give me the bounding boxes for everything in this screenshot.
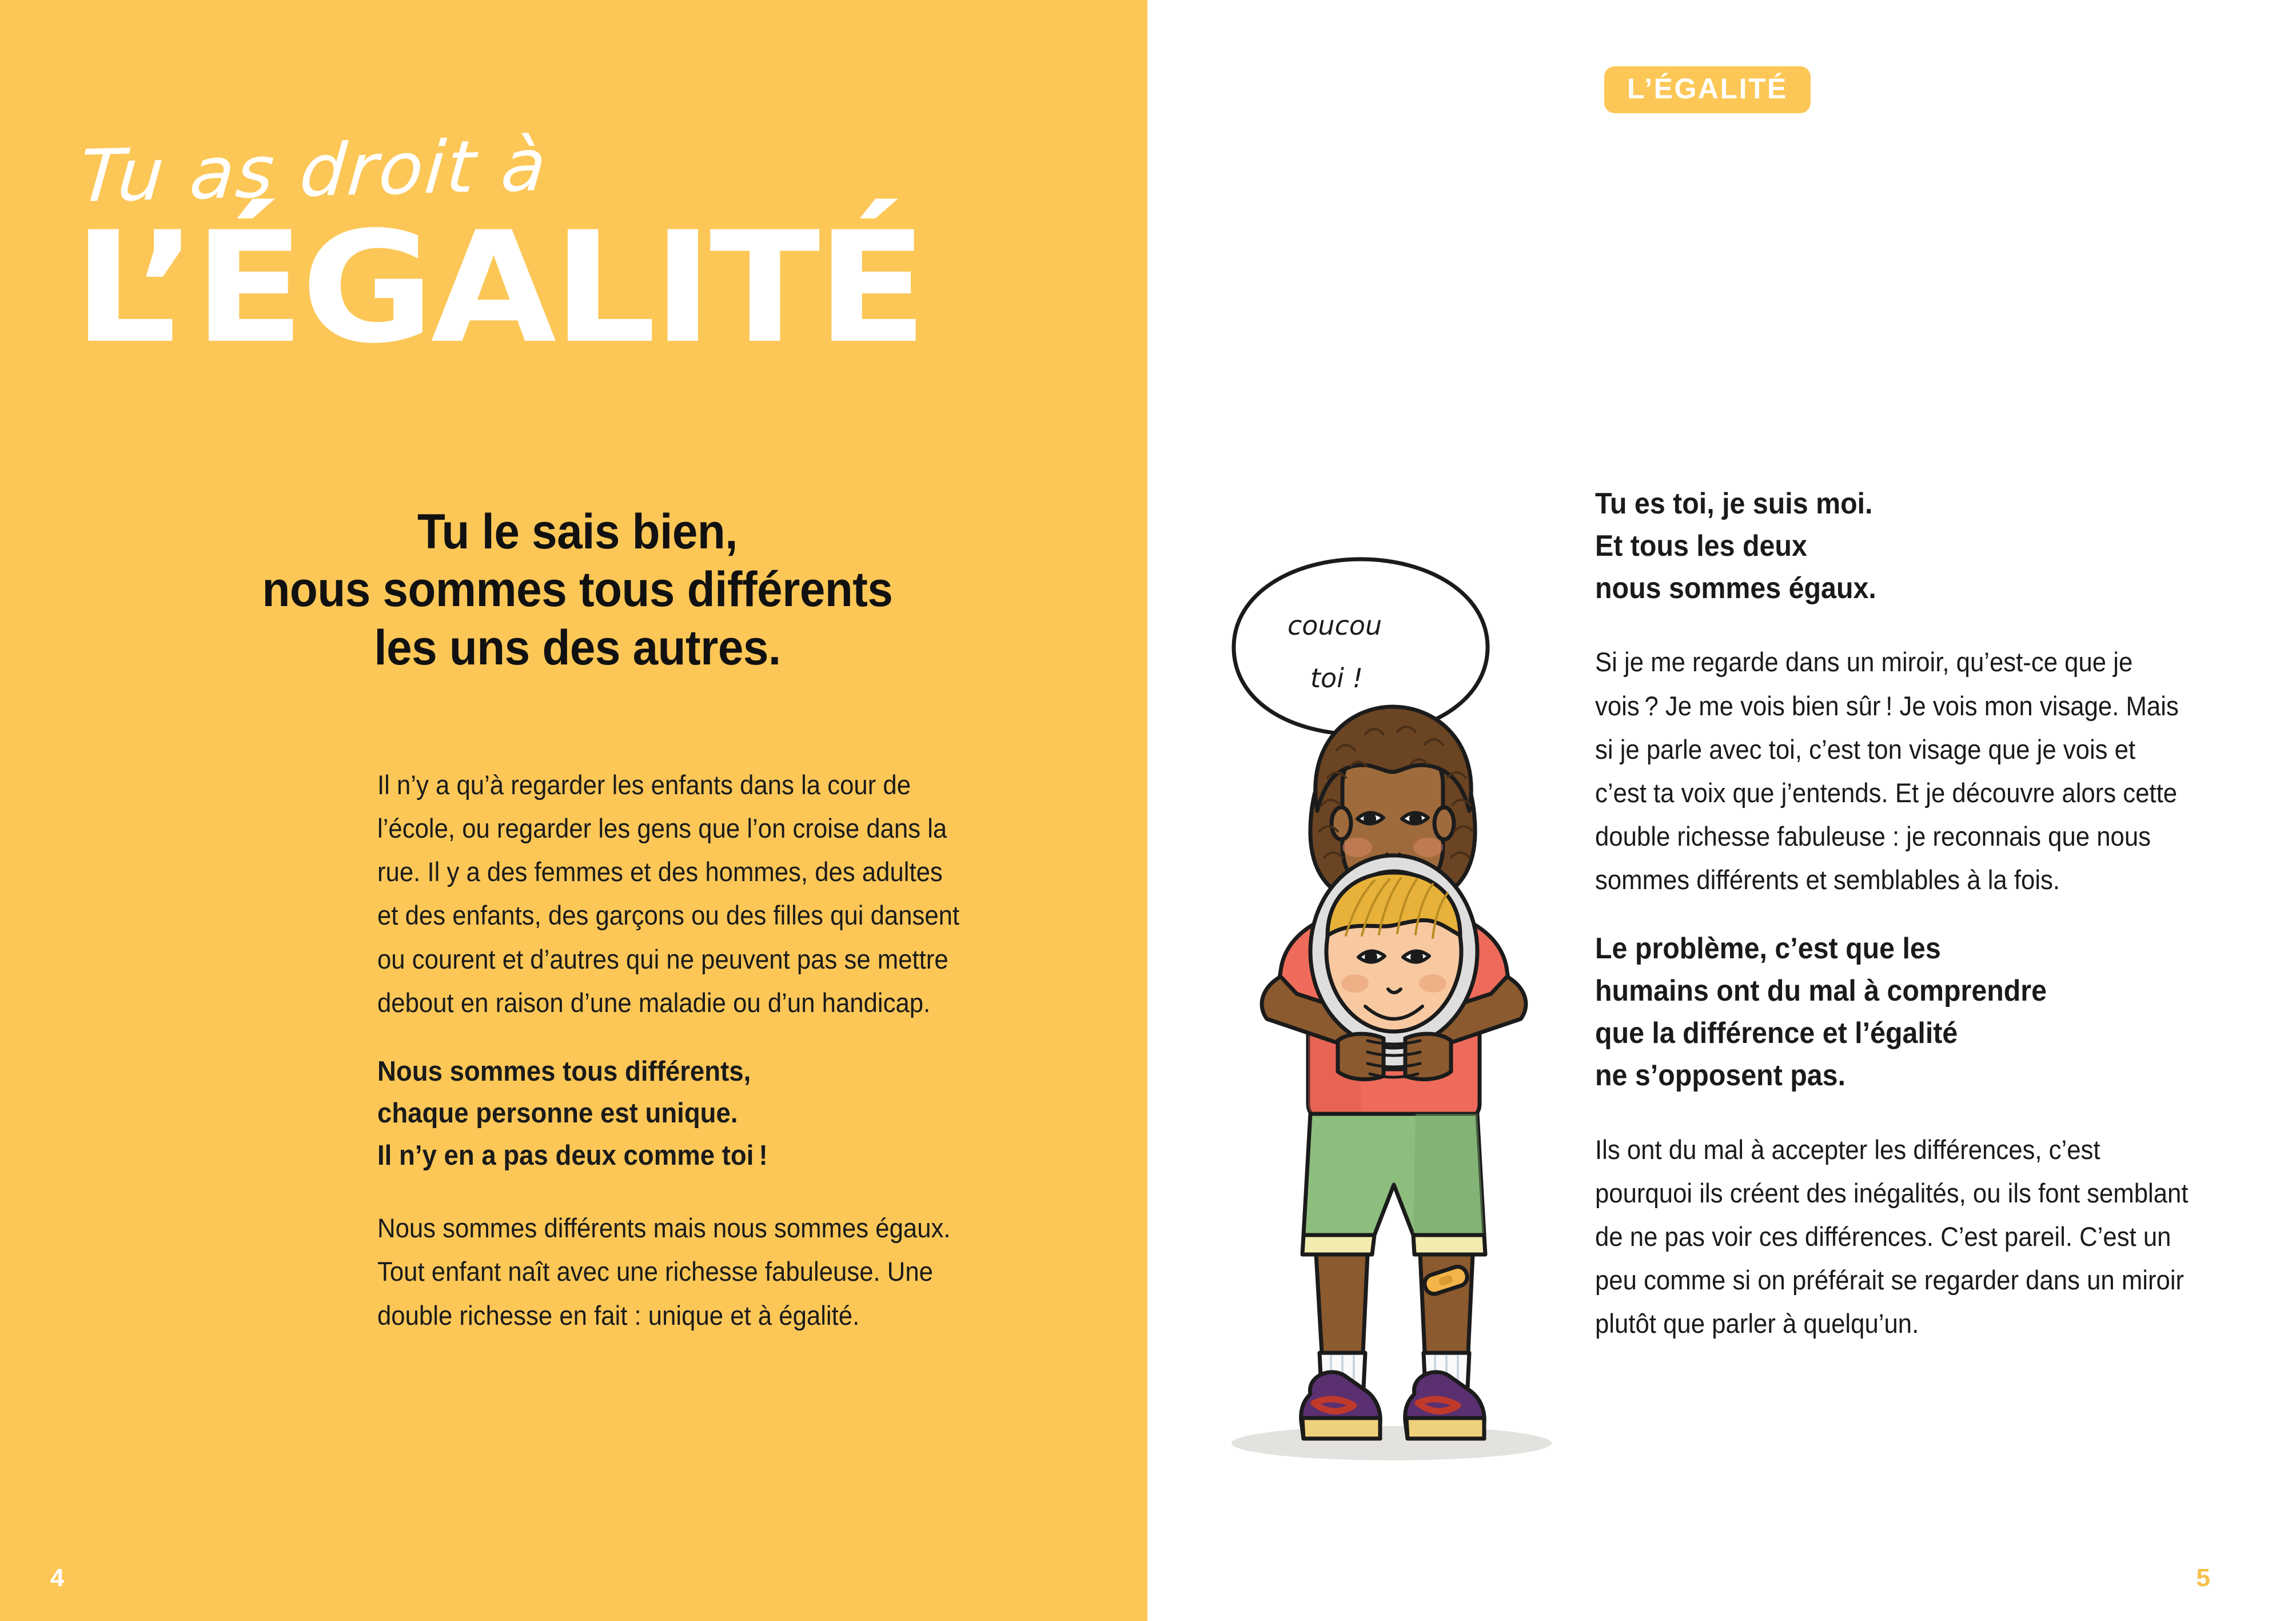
hand-left [1338, 1034, 1384, 1079]
paragraph: Si je me regarde dans un miroir, qu’est-ce que je vois ? Je me vois bien sûr ! Je vois mon visage. Mais si je parle avec toi, c’est ton visage que je vois et c’est ta voix que j’entends. Et je découvre alors cette double richesse fabuleuse : je reconnais que nous sommes différents et semblables à la fois. [1595, 647, 2179, 895]
cheek-left [1342, 838, 1372, 857]
page-number-left: 4 [50, 1564, 65, 1592]
paragraph: Il n’y a qu’à regarder les enfants dans la cour de l’école, ou regarder les gens que l’on croise dans la rue. Il y a des femmes et des hommes, des adultes et des enfants, des garçons ou des filles qui dansent ou courent et d’autres qui ne peuvent pas se mettre debout en raison d’une maladie ou d’un handicap. [377, 770, 960, 1018]
subtitle-line-2: nous sommes tous différents [262, 562, 893, 618]
subtitle-line-3: les uns des autres. [374, 620, 781, 675]
paragraph-line: Tu es toi, je suis moi. [1595, 487, 1873, 520]
ear-right [1434, 807, 1454, 839]
speech-bubble-line-1: coucou [1287, 610, 1382, 641]
left-body-text [377, 763, 962, 1364]
paragraph-line: ne s’opposent pas. [1595, 1058, 1846, 1092]
reflection-cheek-left [1341, 974, 1369, 993]
left-page [0, 0, 1147, 1621]
subtitle-line-1: Tu le sais bien, [417, 504, 738, 559]
subtitle [200, 503, 955, 677]
paragraph-emphasis [1595, 928, 2191, 1097]
hand-right [1405, 1034, 1451, 1079]
illustration-child-with-mirror [1166, 526, 1612, 1487]
paragraph-line: Il n’y en a pas deux comme toi ! [377, 1140, 768, 1171]
paragraph-emphasis [1595, 483, 2191, 610]
paragraph-line: Et tous les deux [1595, 529, 1807, 563]
paragraph-line: humains ont du mal à comprendre [1595, 974, 2047, 1008]
cheek-right [1413, 838, 1443, 857]
shoe-right-sole [1406, 1418, 1484, 1439]
paragraph: Nous sommes différents mais nous sommes égaux. Tout enfant naît avec une richesse fabuleuse. Une double richesse en fait : unique et à égalité. [377, 1213, 951, 1331]
paragraph-line: chaque personne est unique. [377, 1098, 738, 1129]
title-script: Tu as droit à [76, 123, 551, 218]
shoe-left-sole [1302, 1418, 1380, 1439]
paragraph-line: que la différence et l’égalité [1595, 1016, 1958, 1050]
paragraph-emphasis [377, 1051, 962, 1177]
ground-shadow [1231, 1426, 1552, 1460]
page-number-right: 5 [2196, 1564, 2210, 1592]
paragraph-line: Le problème, c’est que les [1595, 932, 1941, 966]
reflection-cheek-right [1419, 974, 1446, 993]
speech-bubble-line-2: toi ! [1310, 663, 1364, 694]
shorts-trim-right [1413, 1235, 1485, 1254]
paragraph-line: nous sommes égaux. [1595, 571, 1876, 605]
right-body-text [1595, 483, 2191, 1372]
paragraph: Ils ont du mal à accepter les différences, c’est pourquoi ils créent des inégalités, ou ils font semblant de ne pas voir ces différences. C’est pareil. C’est un peu comme si on préférait se regarder dans un miroir plutôt que parler à quelqu’un. [1595, 1134, 2189, 1339]
ear-left [1332, 807, 1351, 839]
section-tab-badge: L’ÉGALITÉ [1604, 66, 1811, 113]
shorts-trim-left [1302, 1235, 1374, 1254]
leg-left [1316, 1254, 1368, 1353]
page-title: L’ÉGALITÉ [73, 199, 924, 377]
paragraph-line: Nous sommes tous différents, [377, 1056, 751, 1087]
